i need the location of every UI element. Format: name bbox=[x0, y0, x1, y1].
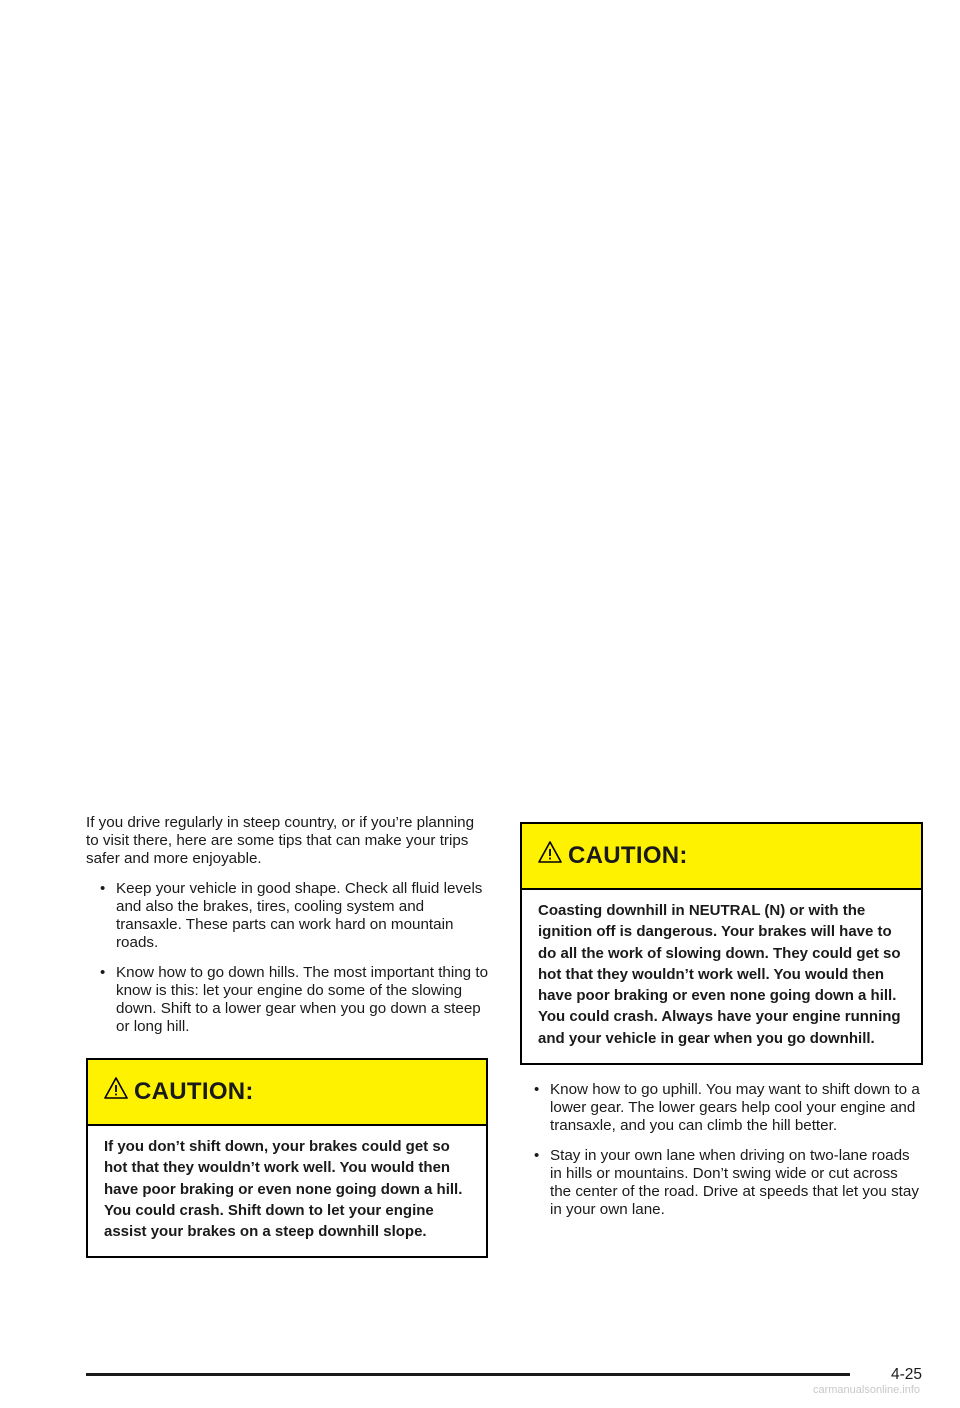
warning-triangle-icon bbox=[538, 840, 562, 864]
caution-box-left bbox=[86, 1058, 488, 1258]
caution-box-right bbox=[520, 822, 923, 1065]
caution-title: CAUTION: bbox=[134, 1078, 254, 1105]
caution-text: If you don’t shift down, your brakes could get so hot that they wouldn’t work well. You would then have poor braking or even none going down a hill. You could crash. Shift down to let your engine assist your brakes on a steep downhill slope. bbox=[104, 1138, 463, 1241]
bullet-icon: • bbox=[100, 880, 106, 897]
list-item bbox=[520, 1081, 923, 1135]
bullet-text: Know how to go uphill. You may want to shift down to a lower gear. The lower gears help cool your engine and transaxle, and you can climb the hill better. bbox=[550, 1081, 920, 1135]
list-item bbox=[86, 880, 488, 952]
left-column bbox=[86, 814, 488, 1258]
caution-header bbox=[88, 1060, 486, 1126]
caution-text: Coasting downhill in NEUTRAL (N) or with the ignition off is dangerous. Your brakes will have to do all the work of slowing down. They could get so hot that they wouldn’t work well. You would then have poor braking or even none going down a hill. You could crash. Always have your engine running and your vehicle in gear when you go downhill. bbox=[538, 902, 901, 1047]
left-bullet-list bbox=[86, 880, 488, 1036]
footer-rule bbox=[86, 1373, 850, 1376]
watermark: carmanualsonline.info bbox=[812, 1384, 920, 1396]
list-item bbox=[520, 1147, 923, 1219]
bullet-text: Know how to go down hills. The most important thing to know is this: let your engine do some of the slowing down. Shift to a lower gear when you go down a steep or long hill. bbox=[116, 964, 489, 1035]
caution-header bbox=[522, 824, 921, 890]
right-bullet-list bbox=[520, 1081, 923, 1219]
caution-title: CAUTION: bbox=[568, 842, 688, 869]
intro-paragraph: If you drive regularly in steep country, or if you’re planning to visit there, here are some tips that can make your trips safer and more enjoyable. bbox=[86, 814, 475, 867]
bullet-text: Stay in your own lane when driving on two-lane roads in hills or mountains. Don’t swing wide or cut across the center of the road. Drive at speeds that let you stay in your own lane. bbox=[550, 1147, 919, 1219]
list-item bbox=[86, 964, 488, 1036]
bullet-text: Keep your vehicle in good shape. Check all fluid levels and also the brakes, tires, cooling system and transaxle. These parts can work hard on mountain roads. bbox=[116, 880, 483, 951]
right-column bbox=[520, 822, 923, 1219]
bullet-icon: • bbox=[534, 1081, 540, 1099]
page-number: 4-25 bbox=[890, 1366, 922, 1383]
bullet-icon: • bbox=[100, 964, 106, 981]
bullet-icon: • bbox=[534, 1147, 540, 1165]
warning-triangle-icon bbox=[104, 1076, 128, 1100]
